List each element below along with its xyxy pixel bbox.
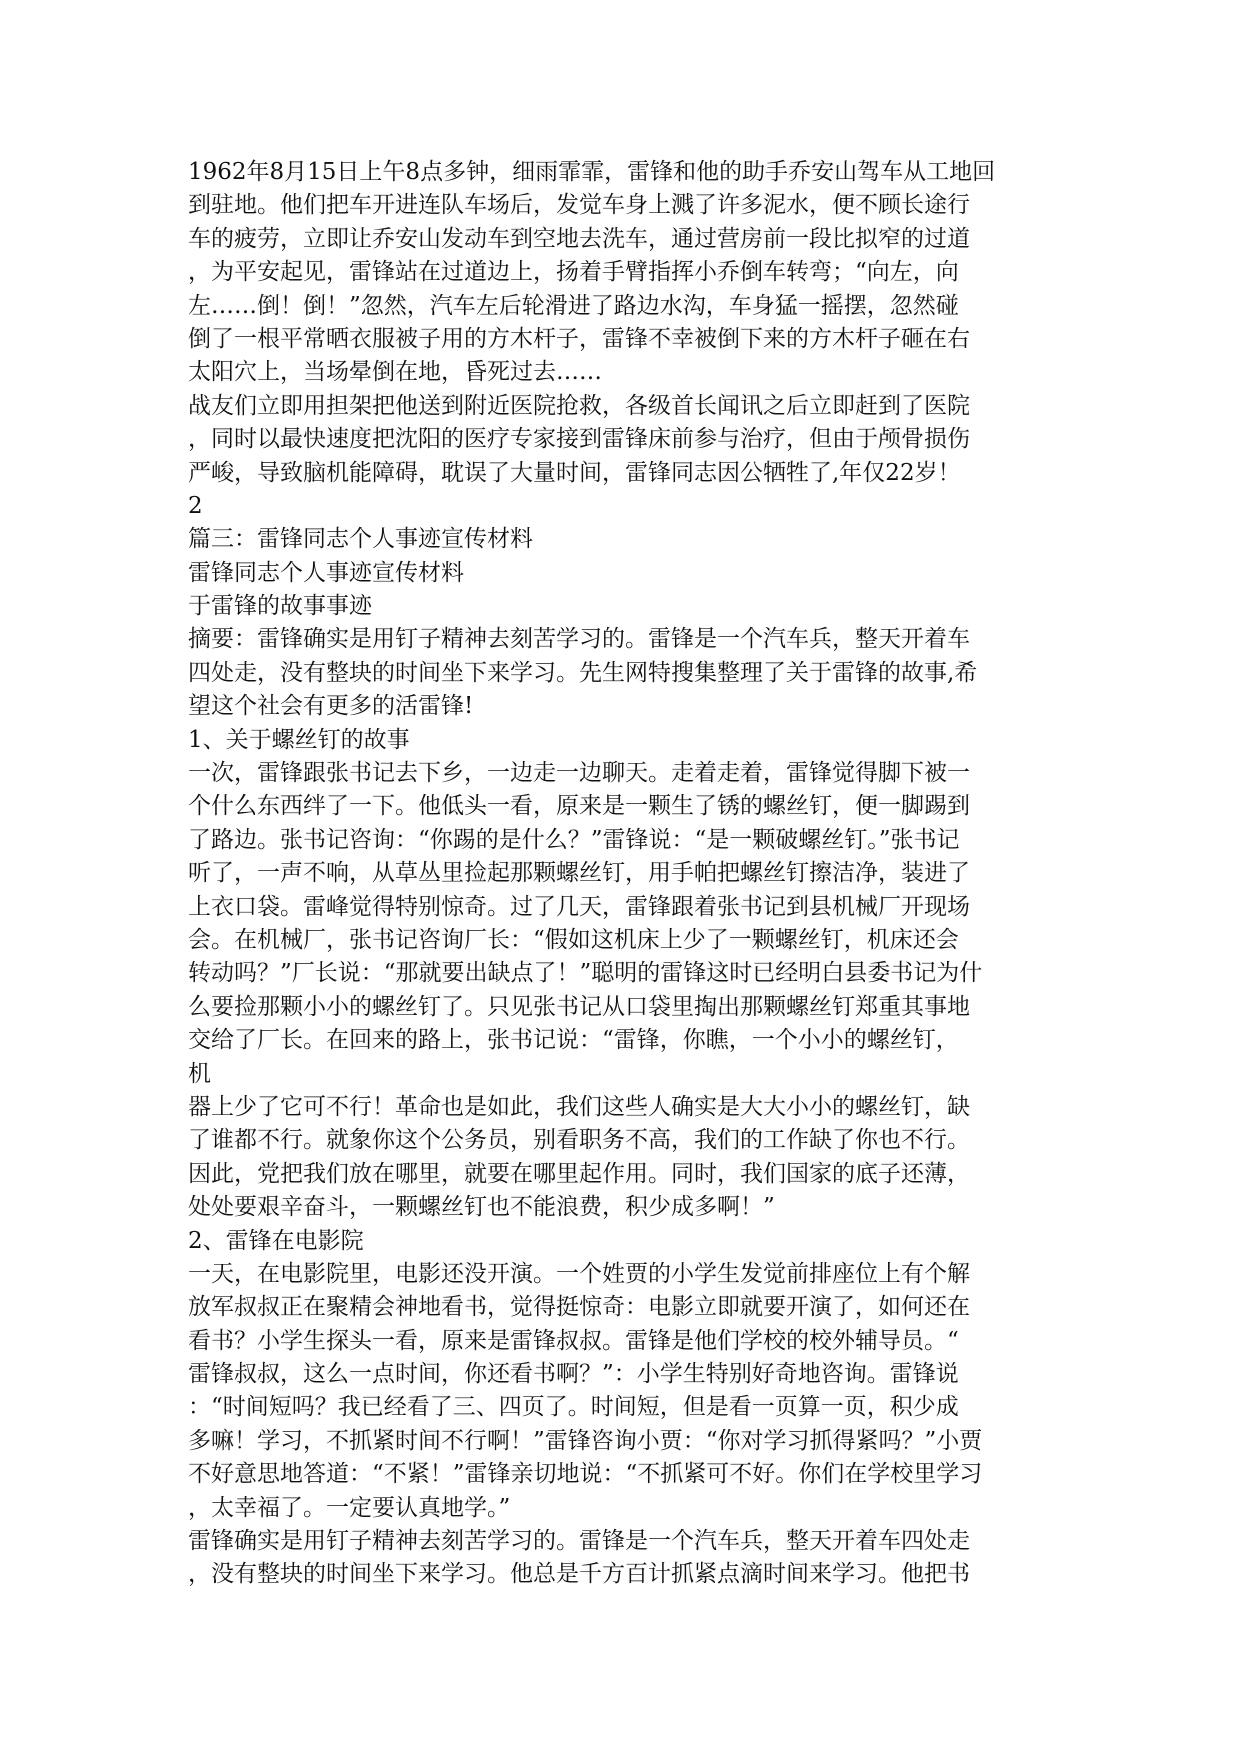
text-line: 1、关于螺丝钉的故事 — [188, 726, 410, 753]
text-line: 么要捡那颗小小的螺丝钉了。只见张书记从口袋里掏出那颗螺丝钉郑重其事地 — [188, 993, 970, 1020]
text-line: 摘要：雷锋确实是用钉子精神去刻苦学习的。雷锋是一个汽车兵，整天开着车 — [188, 626, 970, 653]
text-line: 听了，一声不响，从草丛里捡起那颗螺丝钉，用手帕把螺丝钉擦洁净，装进了 — [188, 860, 970, 887]
text-line: 雷锋同志个人事迹宣传材料 — [188, 559, 464, 586]
text-line: 一次，雷锋跟张书记去下乡，一边走一边聊天。走着走着，雷锋觉得脚下被一 — [188, 760, 970, 787]
text-line: 到驻地。他们把车开进连队车场后，发觉车身上溅了许多泥水，便不顾长途行 — [188, 192, 970, 219]
text-line: 转动吗？”厂长说：“那就要出缺点了！”聪明的雷锋这时已经明白县委书记为什 — [188, 960, 983, 987]
text-line: 1962年8月15日上午8点多钟，细雨霏霏，雷锋和他的助手乔安山驾车从工地回 — [188, 159, 996, 185]
text-line: 一天，在电影院里，电影还没开演。一个姓贾的小学生发觉前排座位上有个解 — [188, 1260, 970, 1287]
text-line: 上衣口袋。雷峰觉得特别惊奇。过了几天，雷锋跟着张书记到县机械厂开现场 — [188, 893, 970, 920]
text-line: 了谁都不行。就象你这个公务员，别看职务不高，我们的工作缺了你也不行。 — [188, 1127, 970, 1154]
text-line: 左……倒！倒！”忽然，汽车左后轮滑进了路边水沟，车身猛一摇摆，忽然碰 — [188, 292, 959, 319]
text-line: 四处走，没有整块的时间坐下来学习。先生网特搜集整理了关于雷锋的故事,希 — [188, 659, 978, 686]
text-line: 望这个社会有更多的活雷锋! — [188, 693, 474, 720]
text-line: 倒了一根平常晒衣服被子用的方木杆子，雷锋不幸被倒下来的方木杆子砸在右 — [188, 325, 970, 352]
text-line: ，没有整块的时间坐下来学习。他总是千方百计抓紧点滴时间来学习。他把书 — [188, 1561, 970, 1588]
text-line: 机 — [188, 1060, 211, 1087]
text-line: 雷锋叔叔，这么一点时间，你还看书啊？”：小学生特别好奇地咨询。雷锋说 — [188, 1361, 959, 1388]
text-line: 雷锋确实是用钉子精神去刻苦学习的。雷锋是一个汽车兵，整天开着车四处走 — [188, 1528, 970, 1555]
text-line: ：“时间短吗？我已经看了三、四页了。时间短，但是看一页算一页，积少成 — [188, 1394, 959, 1421]
text-line: 篇三：雷锋同志个人事迹宣传材料 — [188, 526, 533, 553]
text-line: 放军叔叔正在聚精会神地看书，觉得挺惊奇：电影立即就要开演了，如何还在 — [188, 1294, 970, 1321]
text-line: 因此，党把我们放在哪里，就要在哪里起作用。同时，我们国家的底子还薄， — [188, 1160, 970, 1187]
text-line: 个什么东西绊了一下。他低头一看，原来是一颗生了锈的螺丝钉，便一脚踢到 — [188, 793, 970, 820]
text-line: 多嘛！学习，不抓紧时间不行啊！”雷锋咨询小贾：“你对学习抓得紧吗？”小贾 — [188, 1427, 983, 1454]
text-line: 2、雷锋在电影院 — [188, 1227, 364, 1254]
text-line: 了路边。张书记咨询：“你踢的是什么？”雷锋说：“是一颗破螺丝钉。”张书记 — [188, 826, 960, 853]
text-line: 2 — [188, 492, 203, 519]
text-line: 会。在机械厂，张书记咨询厂长：“假如这机床上少了一颗螺丝钉，机床还会 — [188, 926, 959, 953]
document-page — [188, 156, 1068, 1592]
text-line: 车的疲劳，立即让乔安山发动车到空地去洗车，通过营房前一段比拟窄的过道 — [188, 225, 970, 252]
text-line: ，太幸福了。一定要认真地学。” — [188, 1494, 511, 1521]
text-line: 器上少了它可不行！革命也是如此，我们这些人确实是大大小小的螺丝钉，缺 — [188, 1093, 970, 1120]
text-line: 严峻，导致脑机能障碍，耽误了大量时间，雷锋同志因公牺牲了,年仅22岁！ — [188, 459, 961, 486]
text-line: 于雷锋的故事事迹 — [188, 593, 372, 620]
text-line: 战友们立即用担架把他送到附近医院抢救，各级首长闻讯之后立即赶到了医院 — [188, 392, 970, 419]
text-line: ，同时以最快速度把沈阳的医疗专家接到雷锋床前参与治疗，但由于颅骨损伤 — [188, 426, 970, 453]
text-line: 看书？小学生探头一看，原来是雷锋叔叔。雷锋是他们学校的校外辅导员。“ — [188, 1327, 959, 1354]
text-line: 处处要艰辛奋斗，一颗螺丝钉也不能浪费，积少成多啊！” — [188, 1194, 775, 1221]
text-line: 不好意思地答道：“不紧！”雷锋亲切地说：“不抓紧可不好。你们在学校里学习 — [188, 1461, 983, 1488]
text-line: ，为平安起见，雷锋站在过道边上，扬着手臂指挥小乔倒车转弯；“向左，向 — [188, 259, 959, 286]
text-line: 交给了厂长。在回来的路上，张书记说：“雷锋，你瞧，一个小小的螺丝钉， — [188, 1027, 959, 1054]
text-line: 太阳穴上，当场晕倒在地，昏死过去…… — [188, 359, 602, 386]
